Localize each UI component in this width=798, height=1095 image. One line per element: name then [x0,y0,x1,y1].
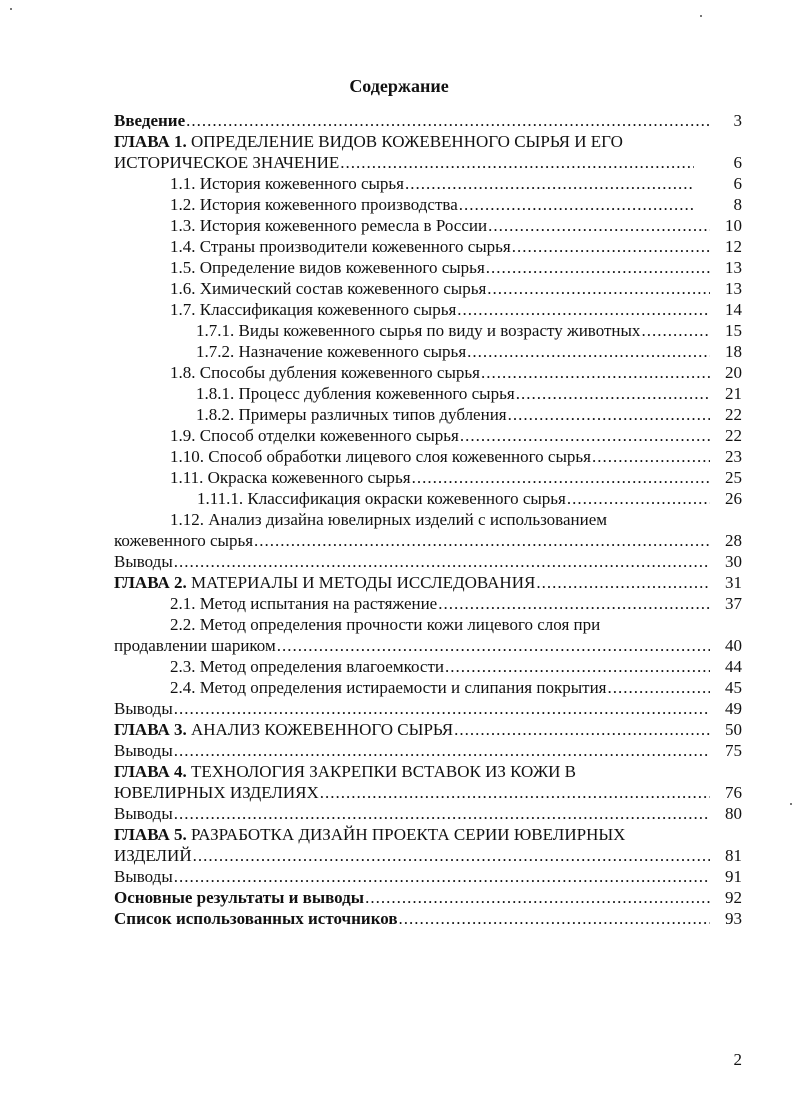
toc-entry-page: 75 [725,741,742,760]
toc-entry-page: 13 [725,258,742,277]
toc-entry-page: 49 [725,699,742,718]
toc-entry-conclusions-1[interactable] [114,551,742,572]
toc-entry-page: 20 [725,363,742,382]
toc-entry-page: 8 [733,195,742,214]
toc-entry-page: 3 [733,111,742,130]
toc-entry-page: 18 [725,342,742,361]
toc-entry-chapter-5-cont[interactable] [114,845,742,866]
toc-entry-page: 10 [725,216,742,235]
toc-entry-label: Выводы [114,741,173,760]
toc-entry-label: 1.5. Определение видов кожевенного сырья [170,258,485,277]
toc-entry-label: АНАЛИЗ КОЖЕВЕННОГО СЫРЬЯ [186,720,454,739]
toc-entry-page: 91 [725,867,742,886]
toc-entry-page: 37 [725,594,742,613]
toc-entry-conclusions-5[interactable] [114,866,742,887]
toc-entry-page: 92 [725,888,742,907]
toc-entry-page: 26 [725,489,742,508]
toc-entry-label: 2.3. Метод определения влагоемкости [170,657,444,676]
toc-entry-page: 23 [725,447,742,466]
toc-entry-1-7-1[interactable] [114,320,742,341]
toc-entry-introduction[interactable] [114,110,742,131]
toc-entry-label: 2.4. Метод определения истираемости и слипания покрытия [170,678,607,697]
toc-entry-label: 1.7.1. Виды кожевенного сырья по виду и возрасту животных [196,321,641,340]
toc-entry-page: 22 [725,405,742,424]
toc-entry-label-cont: продавлении шариком [114,636,276,655]
toc-entry-chapter-5[interactable] [114,824,742,845]
toc-entry-1-12-cont[interactable] [114,530,742,551]
toc-entry-label: 1.3. История кожевенного ремесла в России [170,216,488,235]
toc-entry-1-10[interactable] [114,446,742,467]
toc-entry-1-2[interactable] [114,194,742,215]
toc-chapter-number: ГЛАВА 2. [114,573,187,592]
toc-entry-page: 93 [725,909,742,928]
toc-entry-label-cont: кожевенного сырья [114,531,254,550]
toc-entry-page: 31 [725,573,742,592]
toc-entry-chapter-4-cont[interactable] [114,782,742,803]
toc-entry-page: 13 [725,279,742,298]
toc-entry-page: 22 [725,426,742,445]
toc-entry-label: 1.11.1. Классификация окраски кожевенного сырья [197,489,566,508]
toc-entry-page: 44 [725,657,742,676]
toc-entry-label: 1.7.2. Назначение кожевенного сырья [196,342,467,361]
toc-chapter-number: ГЛАВА 3. [114,720,187,739]
toc-entry-page: 80 [725,804,742,823]
toc-entry-main-results[interactable] [114,887,742,908]
toc-entry-label: 1.8.1. Процесс дубления кожевенного сырья [196,384,515,403]
toc-chapter-number: ГЛАВА 1. [114,132,187,151]
toc-entry-references[interactable] [114,908,742,929]
toc-entry-label: 2.1. Метод испытания на растяжение [170,594,438,613]
toc-entry-2-3[interactable] [114,656,742,677]
toc-entry-1-4[interactable] [114,236,742,257]
toc-entry-label: 1.6. Химический состав кожевенного сырья [170,279,487,298]
toc-entry-label: ОПРЕДЕЛЕНИЕ ВИДОВ КОЖЕВЕННОГО СЫРЬЯ И ЕГО [186,132,623,151]
toc-entry-1-7-2[interactable] [114,341,742,362]
toc-entry-label: 1.12. Анализ дизайна ювелирных изделий с использованием [170,510,608,529]
toc-entry-label: 1.7. Классификация кожевенного сырья [170,300,457,319]
toc-entry-1-3[interactable] [114,215,742,236]
toc-entry-label-cont: ЮВЕЛИРНЫХ ИЗДЕЛИЯХ [114,783,319,802]
toc-entry-label: Выводы [114,552,173,571]
toc-entry-label: 1.9. Способ отделки кожевенного сырья [170,426,459,445]
toc-entry-2-2[interactable] [114,614,742,635]
toc-entry-chapter-4[interactable] [114,761,742,782]
toc-entry-1-11[interactable] [114,467,742,488]
page-number: 2 [733,1050,742,1069]
toc-entry-page: 25 [725,468,742,487]
toc-entry-page: 76 [725,783,742,802]
toc-entry-label: Введение [114,111,186,130]
toc-entry-page: 45 [725,678,742,697]
toc-entry-label: Основные результаты и выводы [114,888,365,907]
toc-entry-page: 6 [733,174,742,193]
table-of-contents [114,110,742,929]
toc-entry-label: 2.2. Метод определения прочности кожи лицевого слоя при [170,615,601,634]
toc-entry-page: 81 [725,846,742,865]
toc-entry-chapter-1[interactable] [114,131,742,152]
toc-entry-1-6[interactable] [114,278,742,299]
toc-entry-1-12[interactable] [114,509,742,530]
toc-entry-chapter-2[interactable] [114,572,742,593]
toc-entry-page: 30 [725,552,742,571]
toc-entry-conclusions-3[interactable] [114,740,742,761]
toc-entry-conclusions-2[interactable] [114,698,742,719]
page-title: Содержание [349,76,449,96]
toc-entry-page: 21 [725,384,742,403]
toc-entry-page: 40 [725,636,742,655]
toc-entry-label: Выводы [114,699,173,718]
toc-entry-1-1[interactable] [114,173,742,194]
toc-entry-1-9[interactable] [114,425,742,446]
toc-entry-label-cont: ИЗДЕЛИЙ [114,846,192,865]
toc-entry-2-4[interactable] [114,677,742,698]
toc-entry-label: МАТЕРИАЛЫ И МЕТОДЫ ИССЛЕДОВАНИЯ [186,573,536,592]
toc-entry-page: 12 [725,237,742,256]
toc-entry-label: Список использованных источников [114,909,398,928]
toc-chapter-number: ГЛАВА 5. [114,825,187,844]
toc-entry-label: 1.4. Страны производители кожевенного сырья [170,237,511,256]
toc-entry-label: 1.8.2. Примеры различных типов дубления [196,405,507,424]
toc-entry-label: ТЕХНОЛОГИЯ ЗАКРЕПКИ ВСТАВОК ИЗ КОЖИ В [186,762,576,781]
toc-entry-label: 1.8. Способы дубления кожевенного сырья [170,363,480,382]
toc-entry-2-1[interactable] [114,593,742,614]
toc-entry-1-8-2[interactable] [114,404,742,425]
toc-entry-page: 14 [725,300,742,319]
toc-entry-label-cont: ИСТОРИЧЕСКОЕ ЗНАЧЕНИЕ [114,153,340,172]
toc-entry-label: 1.1. История кожевенного сырья [170,174,404,193]
toc-entry-label: Выводы [114,804,173,823]
toc-chapter-number: ГЛАВА 4. [114,762,187,781]
toc-entry-page: 6 [733,153,742,172]
toc-entry-chapter-1-cont[interactable] [114,152,742,173]
toc-entry-conclusions-4[interactable] [114,803,742,824]
toc-entry-label: 1.2. История кожевенного производства [170,195,458,214]
toc-entry-page: 15 [725,321,742,340]
toc-entry-label: 1.10. Способ обработки лицевого слоя кожевенного сырья [170,447,591,466]
toc-entry-1-11-1[interactable] [114,488,742,509]
toc-entry-1-8-1[interactable] [114,383,742,404]
toc-entry-1-5[interactable] [114,257,742,278]
toc-entry-1-7[interactable] [114,299,742,320]
toc-entry-2-2-cont[interactable] [114,635,742,656]
toc-entry-label: Выводы [114,867,173,886]
toc-entry-page: 28 [725,531,742,550]
toc-entry-label: РАЗРАБОТКА ДИЗАЙН ПРОЕКТА СЕРИИ ЮВЕЛИРНЫХ [186,825,626,844]
toc-entry-label: 1.11. Окраска кожевенного сырья [170,468,411,487]
toc-entry-page: 50 [725,720,742,739]
toc-entry-1-8[interactable] [114,362,742,383]
toc-entry-chapter-3[interactable] [114,719,742,740]
